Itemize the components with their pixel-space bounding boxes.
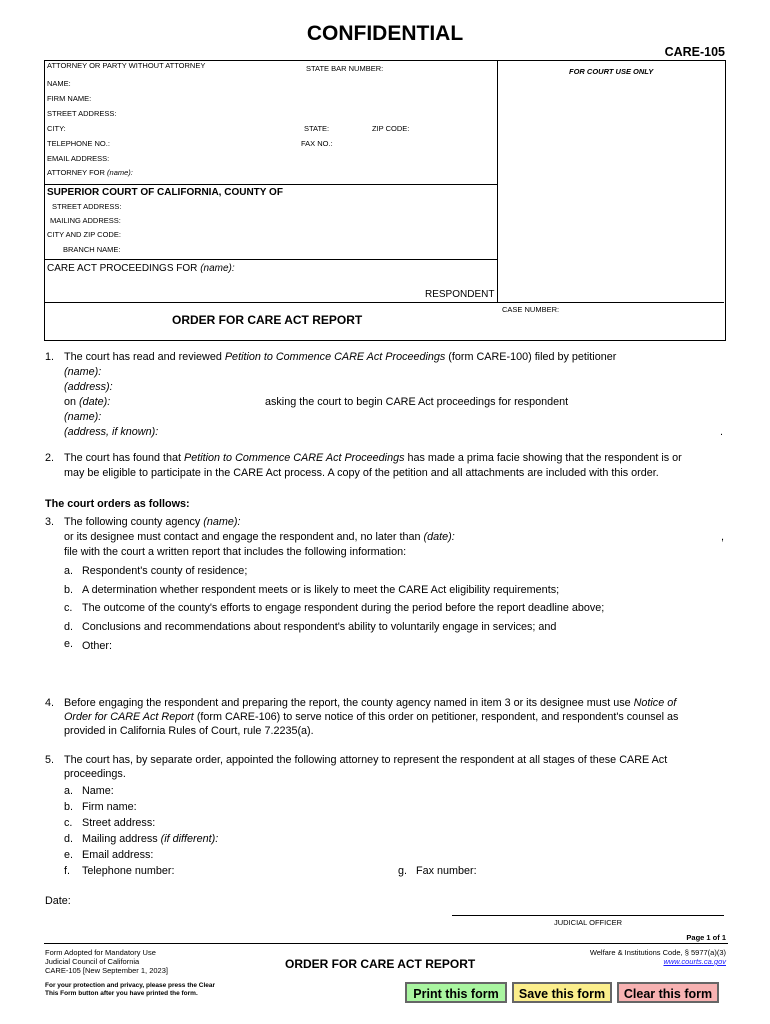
order-title: ORDER FOR CARE ACT REPORT [172, 313, 363, 327]
respondent-label: RESPONDENT [425, 289, 495, 300]
item4-line1-a: Before engaging the respondent and preparing the report, the county agency named in item 3 or its designee must use [64, 697, 631, 709]
confidential-heading: CONFIDENTIAL [306, 22, 464, 45]
item3-agency-field[interactable] [64, 516, 240, 528]
item1-text-b: (form CARE-100) filed by petitioner [448, 351, 617, 363]
signature-line [452, 915, 724, 916]
orders-heading: The court orders as follows: [45, 498, 190, 510]
court-title: SUPERIOR COURT OF CALIFORNIA, COUNTY OF [47, 187, 283, 198]
item4-line2-i: Order for CARE Act Report [64, 711, 194, 723]
form-adopted-2: Judicial Council of California [45, 957, 140, 966]
item5-mailing-italic: (if different): [160, 833, 219, 845]
item5-line1: The court has, by separate order, appointed the following attorney to represent the respondent at all stages of these CARE Act [64, 754, 668, 766]
caption-box [44, 60, 726, 341]
item5-street-field[interactable]: Street address: [82, 817, 156, 829]
court-use-label: FOR COURT USE ONLY [569, 67, 654, 76]
item5-c-letter: c. [64, 817, 73, 829]
form-adopted-3: CARE-105 [New September 1, 2023] [45, 966, 168, 975]
item5-g-letter: g. [398, 865, 408, 877]
privacy-note-2: This Form button after you have printed the form. [45, 990, 198, 997]
caption-divider [497, 60, 498, 302]
privacy-note-1: For your protection and privacy, please press the Clear [45, 982, 216, 989]
item5-mailing-field[interactable] [82, 833, 218, 845]
zip-label[interactable]: ZIP CODE: [372, 124, 410, 133]
title-divider [44, 302, 724, 303]
item3-comma: , [721, 531, 724, 543]
item1-address-field[interactable] [64, 381, 113, 393]
proceedings-text: CARE ACT PROCEEDINGS FOR [47, 263, 198, 274]
item5-f-letter: f. [64, 865, 70, 877]
item3-other-field[interactable]: Other: [82, 640, 113, 652]
item4-line2 [64, 711, 678, 723]
attorney-for-label[interactable] [47, 168, 133, 177]
court-street-label[interactable]: STREET ADDRESS: [52, 202, 122, 211]
page-number: Page 1 of 1 [686, 933, 726, 942]
item1-date-field[interactable] [64, 396, 110, 408]
form-number: CARE-105 [664, 45, 725, 59]
footer-title: ORDER FOR CARE ACT REPORT [285, 957, 476, 971]
item5-num: 5. [45, 754, 55, 766]
item3-line3: file with the court a written report that includes the following information: [64, 546, 407, 558]
form-adopted-1: Form Adopted for Mandatory Use [45, 948, 156, 957]
item3-sub-b-letter: b. [64, 584, 74, 596]
item5-e-letter: e. [64, 849, 74, 861]
item4-line3: provided in California Rules of Court, rule 7.2235(a). [64, 725, 314, 737]
item4-line1 [64, 697, 676, 709]
item5-a-letter: a. [64, 785, 74, 797]
item3-sub-c: The outcome of the county's efforts to engage respondent during the period before the report deadline above; [82, 602, 605, 614]
proceedings-name: (name): [200, 263, 235, 274]
item3-line1: The following county agency [64, 516, 201, 528]
item2-line2: may be eligible to participate in the CARE Act process. A copy of the petition and all attachments are included with this order. [64, 467, 659, 479]
item3-sub-a: Respondent's county of residence; [82, 565, 248, 577]
item5-phone-field[interactable]: Telephone number: [82, 865, 175, 877]
attorney-for-text: ATTORNEY FOR [47, 168, 105, 177]
clear-button[interactable]: Clear this form [617, 982, 719, 1003]
item5-b-letter: b. [64, 801, 74, 813]
item3-line2: or its designee must contact and engage the respondent and, no later than [64, 531, 421, 543]
street-label[interactable]: STREET ADDRESS: [47, 109, 117, 118]
item1-name2: (name): [64, 411, 102, 423]
item3-sub-d-letter: d. [64, 621, 74, 633]
item2-line1 [64, 452, 682, 464]
item1-date: (date): [79, 396, 111, 408]
city-label[interactable]: CITY: [47, 124, 66, 133]
item1-address-known-field[interactable] [64, 426, 158, 438]
judicial-officer-label: JUDICIAL OFFICER [554, 918, 623, 927]
item4-line2-b: (form CARE-106) to serve notice of this order on petitioner, respondent, and respondent's counsel as [196, 711, 679, 723]
item1-petition: Petition to Commence CARE Act Proceedings [224, 351, 446, 363]
item1-line1 [64, 351, 616, 363]
item1-num: 1. [45, 351, 55, 363]
firm-name-label[interactable]: FIRM NAME: [47, 94, 92, 103]
item5-d-letter: d. [64, 833, 74, 845]
item1-address: (address): [64, 381, 113, 393]
item3-sub-b: A determination whether respondent meets or is likely to meet the CARE Act eligibility requirements; [82, 584, 560, 596]
save-button[interactable]: Save this form [512, 982, 612, 1003]
item1-text-a: The court has read and reviewed [64, 351, 222, 363]
print-button[interactable]: Print this form [405, 982, 507, 1003]
court-divider [44, 184, 497, 185]
item3-date: (date): [423, 531, 455, 543]
item5-firm-field[interactable]: Firm name: [82, 801, 137, 813]
item1-asking: asking the court to begin CARE Act proceedings for respondent [265, 396, 569, 408]
item4-num: 4. [45, 697, 55, 709]
proceedings-label[interactable] [47, 263, 235, 274]
courts-link[interactable]: www.courts.ca.gov [663, 957, 726, 966]
item5-fax-field[interactable]: Fax number: [416, 865, 477, 877]
item2-text-b: has made a prima facie showing that the respondent is or [407, 452, 682, 464]
court-city-label[interactable]: CITY AND ZIP CODE: [47, 230, 121, 239]
item2-text-a: The court has found that [64, 452, 182, 464]
attorney-for-name: (name): [107, 168, 133, 177]
item1-period: . [720, 426, 723, 438]
state-bar-label: STATE BAR NUMBER: [306, 64, 384, 73]
item3-date-field[interactable] [64, 531, 455, 543]
item3-sub-c-letter: c. [64, 602, 73, 614]
court-mailing-label[interactable]: MAILING ADDRESS: [50, 216, 121, 225]
item5-mailing-text: Mailing address [82, 833, 158, 845]
item3-sub-e-letter: e. [64, 638, 74, 650]
state-label[interactable]: STATE: [304, 124, 330, 133]
case-number-label[interactable]: CASE NUMBER: [502, 305, 560, 314]
item5-email-field[interactable]: Email address: [82, 849, 154, 861]
item3-num: 3. [45, 516, 55, 528]
proceedings-divider [44, 259, 497, 260]
fax-label[interactable]: FAX NO.: [301, 139, 333, 148]
telephone-label[interactable]: TELEPHONE NO.: [47, 139, 110, 148]
item3-agency-name: (name): [203, 516, 241, 528]
item4-line1-i: Notice of [633, 697, 677, 709]
item1-on: on [64, 396, 77, 408]
item1-name2-field[interactable] [64, 411, 101, 423]
item5-name-field[interactable]: Name: [82, 785, 114, 797]
item5-line2: proceedings. [64, 768, 126, 780]
court-branch-label[interactable]: BRANCH NAME: [63, 245, 121, 254]
footer-rule [44, 943, 728, 944]
item2-num: 2. [45, 452, 55, 464]
item1-name: (name): [64, 366, 102, 378]
email-label[interactable]: EMAIL ADDRESS: [47, 154, 110, 163]
code-citation: Welfare & Institutions Code, § 5977(a)(3) [589, 948, 726, 957]
date-field[interactable]: Date: [45, 895, 71, 907]
item1-name-field[interactable] [64, 366, 101, 378]
item3-sub-a-letter: a. [64, 565, 74, 577]
attorney-name-label[interactable]: NAME: [47, 79, 71, 88]
item2-petition: Petition to Commence CARE Act Proceedings [184, 452, 405, 464]
item1-address-known: (address, if known): [64, 426, 159, 438]
item3-sub-d: Conclusions and recommendations about respondent's ability to voluntarily engage in services; and [82, 621, 557, 633]
attorney-title: ATTORNEY OR PARTY WITHOUT ATTORNEY [47, 61, 206, 70]
